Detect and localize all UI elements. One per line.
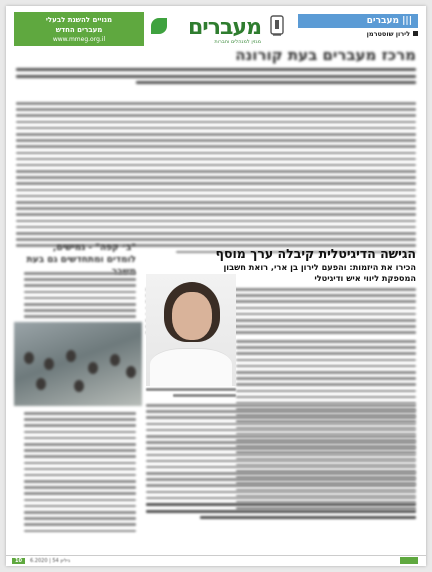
- promo-url[interactable]: www.mmeg.org.il: [52, 36, 106, 43]
- page-footer: [6, 555, 426, 566]
- footer-brand-mark: [400, 557, 418, 564]
- logo-wordmark: מעברים: [187, 15, 261, 40]
- leaf-icon: [151, 18, 167, 34]
- author-portrait-photo: [146, 274, 236, 386]
- author-name: לירון שוסטרמן: [366, 30, 410, 38]
- side-article-body: [24, 412, 136, 536]
- side-article-headline: "ב׳ קפה" - גמישים, לומדים ומתחדשים גם בעת: [26, 243, 136, 265]
- top-article-lead: [16, 68, 416, 94]
- top-article-body: [16, 102, 416, 257]
- bullet-square-icon: [413, 31, 418, 36]
- main-article-body-bottom: [146, 404, 416, 523]
- subscription-promo-box[interactable]: [14, 12, 144, 46]
- promo-line-2: מעברים החדש: [55, 26, 103, 34]
- page-number: 10: [12, 558, 25, 564]
- side-article-lead: [24, 272, 136, 322]
- side-article-photo: [14, 322, 142, 406]
- author-byline: [367, 30, 418, 38]
- newspaper-page: [6, 6, 426, 566]
- state-emblem-icon: [268, 14, 286, 38]
- promo-line-1: מנויים להשגת לבעלי: [45, 16, 113, 24]
- section-banner: מעברים |||: [298, 14, 418, 28]
- logo-tagline: מגזין למנהלים וחברות: [214, 39, 261, 45]
- issue-date: 6.2020 | גיליון 54: [30, 558, 71, 564]
- maavarim-logo: [151, 12, 261, 46]
- top-article-headline: מרכז מעברים בעת קורונה: [235, 46, 416, 64]
- main-article-headline: הגישה הדיגיטלית קיבלה ערך מוסף: [215, 246, 416, 261]
- main-article-subhead: הכירו את היזמות: והפעם לירון בן ארי, רואת חשבון המספקת ליווי איש ודיגיטלי: [223, 262, 416, 283]
- photo-caption: [146, 388, 236, 398]
